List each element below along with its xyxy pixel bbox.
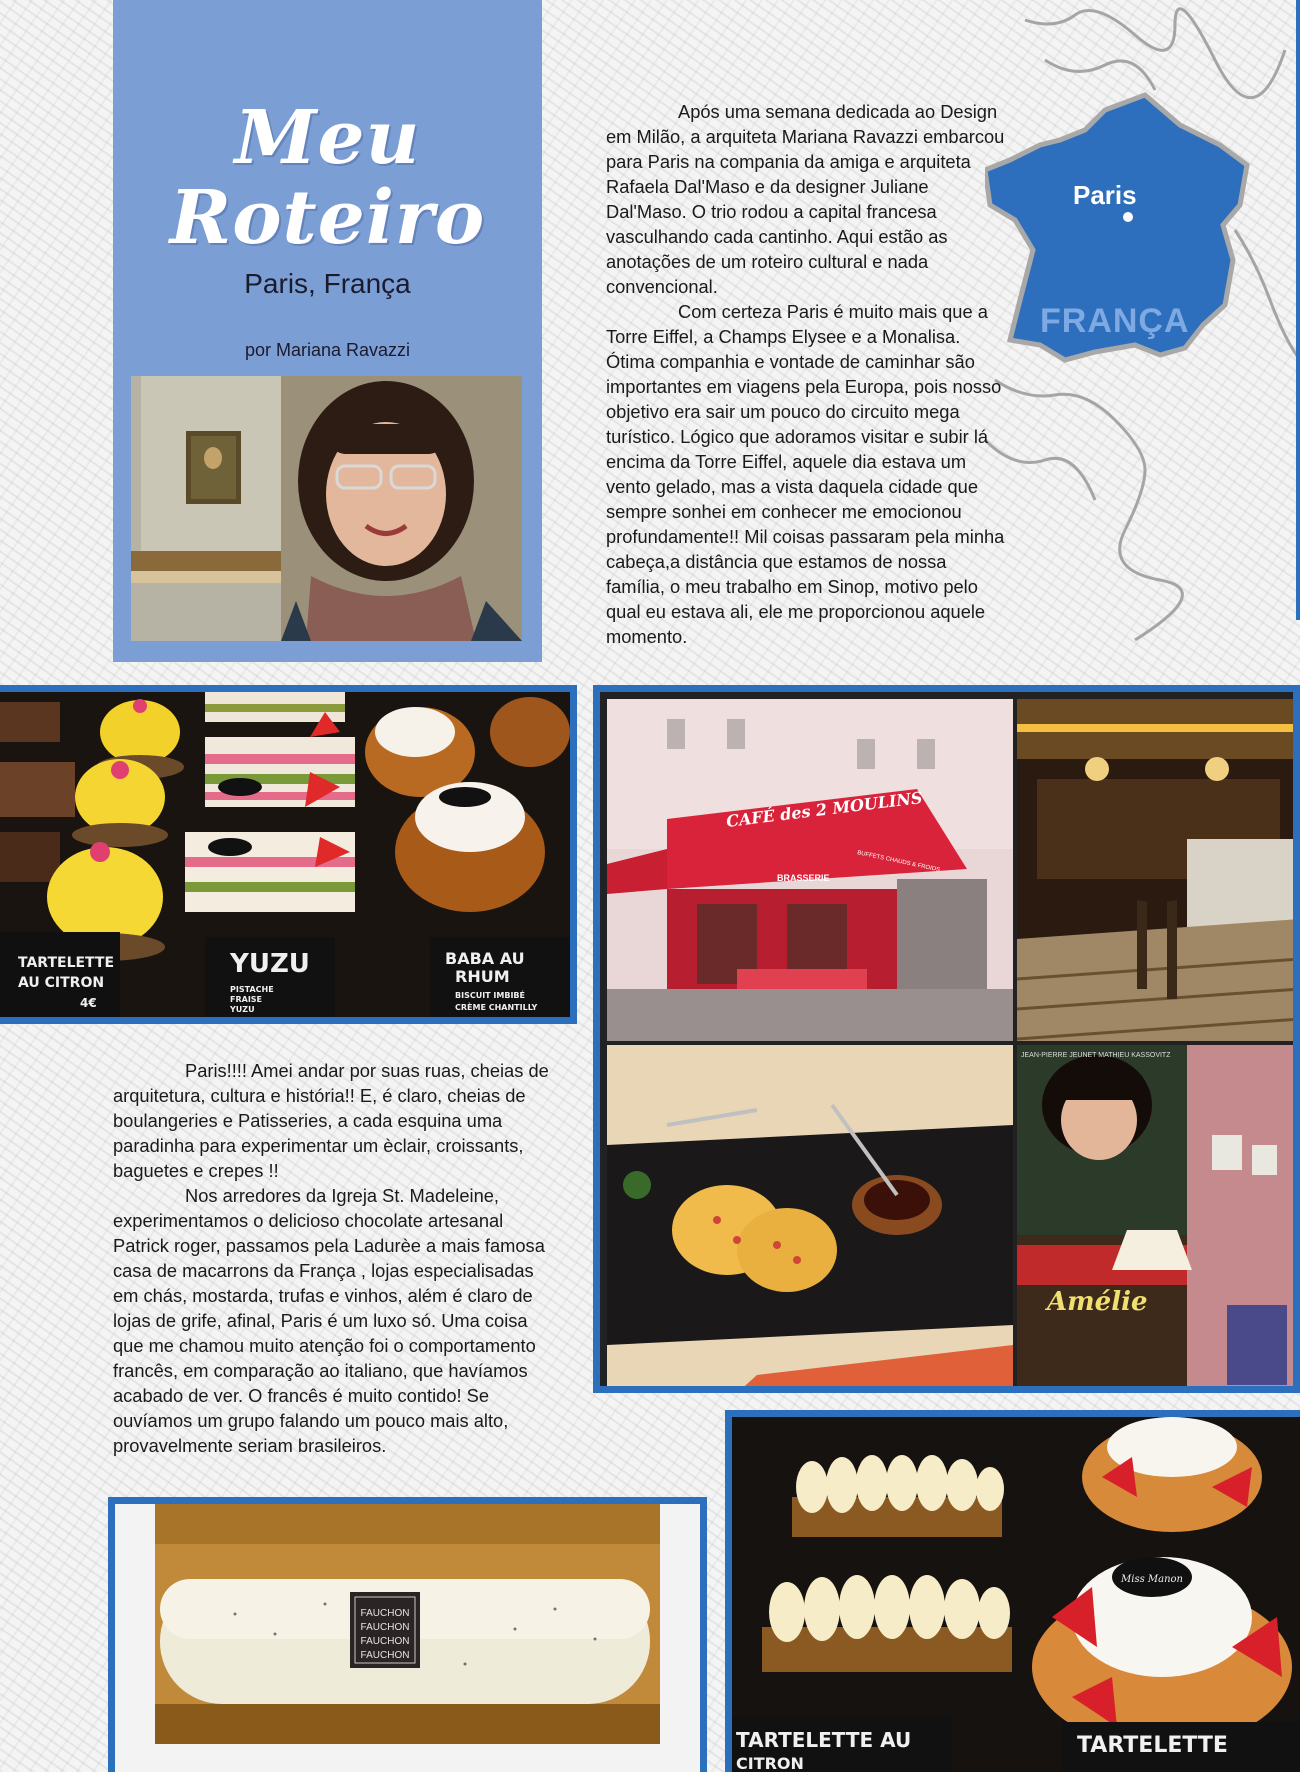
intro-paragraph: Com certeza Paris é muito mais que a Torre Eiffel, a Champs Elysee e a Monalisa. Ótima companhia e vontade de caminhar são importantes em viagens pela Europa, pois nosso objetivo era sair um pouco do circuito mega turístico. Lógico que adoramos visitar e subir lá encima da Torre Eiffel, aquele dia estava um vento gelado, mas a vista daquela cidade que sempre sonhei em conhecer me emocionou profundamente!! Mil coisas passaram pela minha cabeça,a distância que estamos de nossa família, o meu trabalho em Sinop, motivo pelo qual eu estava ali, ele me proporcionou aquele momento. xyxy=(606,301,1005,647)
pastry-label-yuzu-detail: PISTACHE xyxy=(230,985,274,994)
cafe-interior-photo xyxy=(1017,699,1300,1041)
pastry-label-yuzu-detail: FRAISE xyxy=(230,995,263,1004)
cafe-side-sign: BUFFETS CHAUDS & FROIDS xyxy=(856,850,941,874)
pastry-label-yuzu: YUZU xyxy=(230,949,310,979)
fauchon-logo-text: FAUCHON xyxy=(360,1622,410,1633)
amelie-poster-photo xyxy=(1017,1045,1300,1393)
pastry-label-tartelette: TARTELETTE xyxy=(18,955,115,971)
subtitle: Paris, França xyxy=(244,268,411,299)
pastry-label-yuzu-detail: YUZU xyxy=(230,1005,255,1014)
pastry-label-baba: RHUM xyxy=(455,967,510,986)
title-panel xyxy=(113,0,542,662)
fauchon-eclair-photo xyxy=(108,1497,707,1772)
poster-title: Amélie xyxy=(1047,1287,1148,1317)
cafe-awning: BRASSERIE xyxy=(777,873,830,883)
poster-credits: JEAN-PIERRE JEUNET MATHIEU KASSOVITZ xyxy=(1021,1052,1171,1059)
intro-paragraph: Após uma semana dedicada ao Design em Milão, a arquiteta Mariana Ravazzi embarcou para Paris na compania da amiga e arquiteta Rafaela Dal'Maso e da designer Juliane Dal'Maso. O trio rodou a capital francesa vasculhando cada cantinho. Aqui estão as anotações de um roteiro cultural e nada convencional. xyxy=(606,101,1005,297)
pastry-label-baba-detail: BISCUIT IMBIBÉ xyxy=(455,991,525,1000)
pastry-label-price: 4€ xyxy=(80,996,97,1010)
tartelette-display-photo xyxy=(725,1410,1300,1772)
paris-dot xyxy=(1123,212,1133,222)
map-country-label: FRANÇA xyxy=(1040,302,1190,340)
author-photo xyxy=(131,376,522,641)
body-paragraph: Nos arredores da Igreja St. Madeleine, experimentamos o delicioso chocolate artesanal Patrick roger, passamos pela Ladurèe a mais famosa casa de macarrons da França , lojas especialisadas em chás, mostarda, trufas e vinhos, além é claro de lojas de grife, afinal, Paris é um luxo só. Uma coisa que me chamou muito atenção foi o comportamento francês, em comparação ao italiano, que havíamos acabado de ver. O francês é muito contido! Se ouvíamos um grupo falando um pouco mais alto, provavelmente seriam brasileiros. xyxy=(113,1185,545,1456)
pastry-label-baba: BABA AU xyxy=(445,949,525,968)
tartelette-label-left: TARTELETTE AU xyxy=(736,1728,912,1752)
fauchon-logo-text: FAUCHON xyxy=(360,1650,410,1661)
pastry-display-photo xyxy=(0,685,577,1024)
tartelette-label-left: CITRON xyxy=(736,1754,804,1772)
photo-collage xyxy=(593,685,1300,1393)
intro-text xyxy=(606,99,1006,649)
pastry-label-tartelette: AU CITRON xyxy=(18,975,105,991)
second-text xyxy=(113,1058,553,1458)
body-paragraph: Paris!!!! Amei andar por suas ruas, cheias de arquitetura, cultura e história!! E, é claro, cheias de boulangeries e Patisseries, a cada esquina uma paradinha para experimentar um èclair, croissants, baguetes e crepes !! xyxy=(113,1060,549,1181)
byline: por Mariana Ravazzi xyxy=(244,340,411,360)
foie-gras-plate-photo xyxy=(607,1045,1013,1393)
cafe-des-2-moulins-photo xyxy=(607,699,1013,1041)
title-line-2: Roteiro xyxy=(169,175,486,261)
fauchon-logo-text: FAUCHON xyxy=(360,1608,410,1619)
pastry-label-baba-detail: CRÈME CHANTILLY xyxy=(455,1003,538,1012)
fauchon-logo-text: FAUCHON xyxy=(360,1636,410,1647)
cafe-sign: CAFÉ des 2 MOULINS xyxy=(725,788,924,831)
tartelette-brand: Miss Manon xyxy=(1121,1574,1183,1585)
title-line-1: Meu xyxy=(234,95,421,181)
tartelette-label-right: TARTELETTE xyxy=(1077,1733,1228,1758)
map-city-label: Paris xyxy=(1073,180,1137,210)
